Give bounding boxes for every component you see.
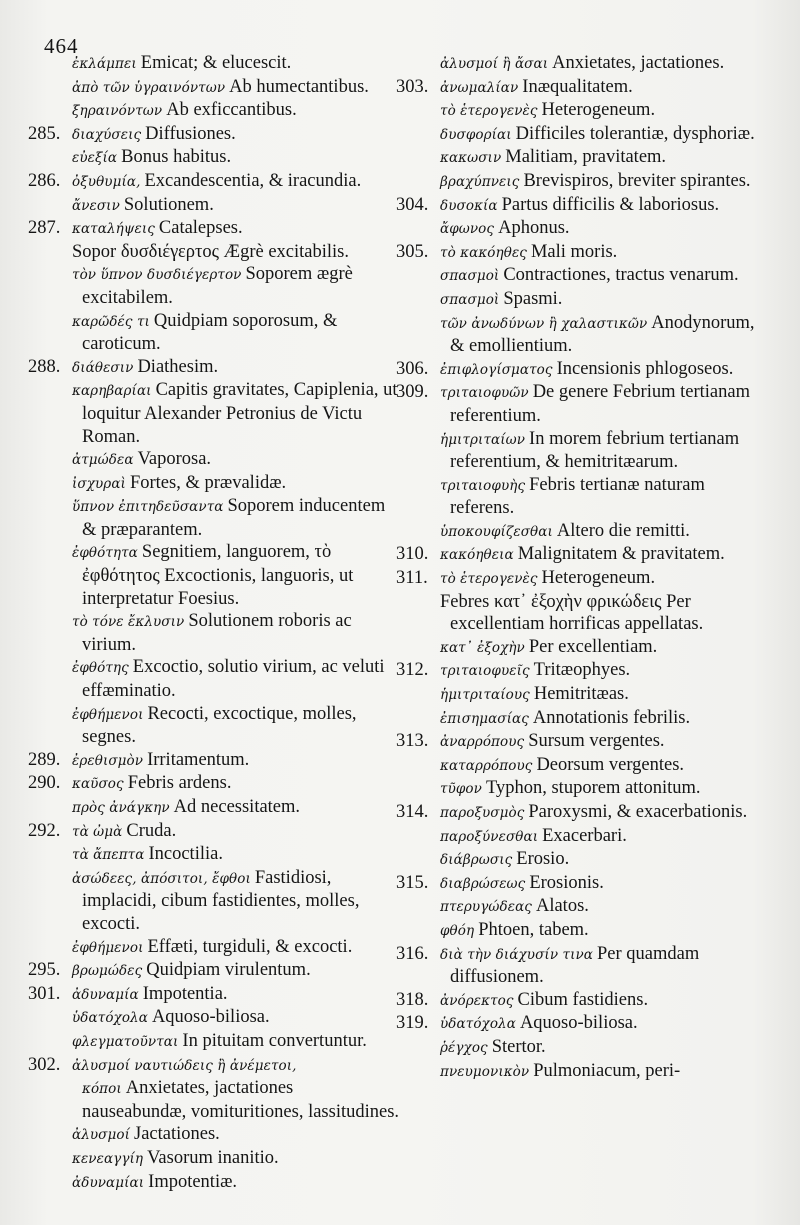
greek-term: παροξυσμὸς: [440, 805, 525, 821]
latin-translation: Febris ardens.: [127, 773, 232, 794]
glossary-entry: [396, 194, 772, 218]
glossary-entry: [396, 989, 772, 1013]
latin-translation: De genere Febrium tertianam referentium.: [450, 382, 750, 426]
latin-translation: Altero die remitti.: [556, 520, 690, 541]
entry-number: 304.: [396, 194, 429, 215]
entry-number: 309.: [396, 382, 429, 403]
latin-translation: Bonus habitus.: [121, 147, 232, 168]
latin-translation: Ab exficcantibus.: [166, 100, 297, 121]
glossary-entry: [396, 241, 772, 265]
greek-term: ἀλυσμοί ἢ ἄσαι: [440, 56, 549, 72]
greek-term: ὑποκουφίζεσθαι: [440, 523, 553, 540]
latin-translation: Anxietates, jactationes nauseabundæ, vomituritiones, lassitudines.: [82, 1078, 400, 1122]
latin-translation: Annotationis febrilis.: [532, 707, 691, 728]
glossary-entry: [48, 263, 400, 309]
entry-number: 286.: [28, 170, 61, 191]
entry-number: 301.: [28, 983, 61, 1004]
glossary-entry: [48, 1171, 400, 1195]
greek-term: εὐεξία: [72, 150, 118, 167]
latin-translation: Hemitritæas.: [533, 684, 629, 705]
greek-term: ἀτμώδεα: [72, 452, 134, 469]
greek-term: διάβρωσις: [440, 852, 513, 869]
greek-term: σπασμοὶ: [440, 268, 500, 285]
greek-term: ὀξυθυμία,: [72, 173, 141, 190]
greek-term: ὑδατόχολα: [440, 1016, 516, 1033]
greek-term: τὸν ὕπνον δυσδιέγερτον: [72, 267, 242, 284]
greek-term: ἐφθήμενοι: [72, 939, 144, 956]
glossary-entry: [416, 591, 772, 636]
latin-translation: Incensionis phlogoseos.: [556, 358, 734, 379]
glossary-entry: [48, 379, 400, 448]
latin-translation: Pulmoniacum, peri-: [533, 1060, 681, 1081]
latin-translation: Per quamdam diffusionem.: [450, 943, 700, 988]
greek-term: δυσοκία: [440, 197, 498, 214]
latin-translation: Sursum vergentes.: [528, 731, 665, 752]
greek-term: φλεγματοῦνται: [72, 1033, 179, 1050]
latin-translation: Quidpiam virulentum.: [146, 960, 311, 981]
greek-term: σπασμοὶ: [440, 291, 500, 308]
greek-term: ἀλυσμοί ναυτιώδεις ἢ ἀνέμετοι, κόποι: [72, 1057, 297, 1098]
greek-term: τριταιοφυεῖς: [440, 663, 530, 680]
greek-term: κενεαγγίη: [72, 1150, 144, 1167]
latin-translation: Fastidiosi, implacidi, cibum fastidientes, molles, excocti.: [82, 867, 360, 934]
glossary-entry: [28, 356, 400, 380]
glossary-entry: [48, 1147, 400, 1171]
glossary-entry: [416, 895, 772, 919]
greek-term: τὸ ἑτερογενὲς: [440, 103, 538, 120]
entry-number: 318.: [396, 989, 429, 1010]
glossary-entry: [48, 448, 400, 472]
glossary-entry: [48, 76, 400, 100]
latin-translation: Vasorum inanitio.: [147, 1147, 279, 1168]
glossary-entry: [48, 495, 400, 541]
greek-term: καῦσος: [72, 776, 124, 793]
glossary-entry: [396, 801, 772, 825]
glossary-entry: [48, 1123, 400, 1147]
greek-term: ἄνεσιν: [72, 197, 120, 214]
latin-translation: Fortes, & prævalidæ.: [129, 472, 287, 493]
greek-term: ἀναρρόπους: [440, 734, 525, 751]
glossary-entry: [48, 1006, 400, 1030]
glossary-entry: [28, 1054, 400, 1124]
greek-term: ἐφθήμενοι: [72, 706, 144, 723]
latin-translation: Ad necessitatem.: [173, 797, 301, 817]
greek-term: ἐπισημασίας: [440, 710, 529, 727]
latin-translation: Solutionem roboris ac virium.: [82, 611, 352, 655]
greek-term: ἐφθότητα: [72, 545, 138, 562]
latin-translation: Partus difficilis & laboriosus.: [501, 194, 720, 215]
latin-translation: Deorsum vergentes.: [536, 754, 685, 775]
latin-translation: Excoctio, solutio virium, ac veluti effæminatio.: [82, 657, 385, 702]
glossary-entry: [396, 659, 772, 683]
greek-term: ἐφθότης: [72, 660, 129, 677]
greek-term: τῦφον: [440, 781, 482, 798]
latin-translation: Jactationes.: [134, 1124, 220, 1145]
latin-translation: Malignitatem & pravitatem.: [517, 544, 725, 565]
glossary-entry: [416, 919, 772, 943]
greek-term: διάθεσιν: [72, 359, 134, 376]
latin-translation: Recocti, excoctique, molles, segnes.: [82, 703, 357, 748]
glossary-entry: [416, 264, 772, 288]
latin-translation: Irritamentum.: [147, 749, 250, 770]
page-number: 464: [44, 34, 79, 58]
glossary-entry: [48, 194, 400, 218]
latin-translation: Anxietates, jactationes.: [552, 53, 725, 73]
glossary-entry: [48, 703, 400, 749]
glossary-entry: [416, 707, 772, 731]
greek-term: ἀδυναμία: [72, 986, 139, 1003]
entry-number: 311.: [396, 568, 428, 589]
latin-translation: Typhon, stuporem attonitum.: [485, 778, 701, 799]
latin-translation: Mali moris.: [530, 241, 618, 262]
greek-term: τὸ τόνε ἔκλυσιν: [72, 614, 185, 631]
greek-term: ἀνωμαλίαν: [440, 79, 519, 96]
glossary-entry: [416, 312, 772, 358]
latin-translation: Cibum fastidiens.: [517, 989, 649, 1010]
glossary-entry: [416, 123, 772, 147]
greek-term: ἀνόρεκτος: [440, 992, 514, 1009]
latin-translation: Aphonus.: [498, 218, 570, 239]
entry-number: 303.: [396, 76, 429, 97]
entry-number: 288.: [28, 356, 61, 377]
latin-translation: Diffusiones.: [145, 123, 236, 144]
greek-term: κακόηθεια: [440, 547, 514, 564]
glossary-entry: [416, 825, 772, 849]
glossary-entry: [48, 310, 400, 356]
entry-number: 314.: [396, 802, 429, 822]
greek-term: δυσφορίαι: [440, 126, 512, 143]
glossary-entry: [416, 1060, 772, 1084]
greek-term: ἐρεθισμὸν: [72, 752, 144, 769]
greek-term: ἐπιφλογίσματος: [440, 361, 553, 378]
latin-translation: Exacerbari.: [542, 825, 627, 846]
latin-translation: Spasmi.: [503, 288, 563, 309]
glossary-entry: [396, 358, 772, 382]
greek-term: τῶν ἀνωδύνων ἢ χαλαστικῶν: [440, 315, 648, 332]
glossary-entry: [48, 936, 400, 960]
latin-translation: Sopor δυσδιέγερτος Ægrè excitabilis.: [72, 241, 349, 262]
latin-translation: Effæti, turgiduli, & excocti.: [147, 936, 353, 957]
glossary-entry: [416, 146, 772, 170]
entry-number: 289.: [28, 749, 61, 770]
latin-translation: Brevispiros, breviter spirantes.: [523, 170, 751, 191]
glossary-entry: [28, 820, 400, 844]
latin-translation: Erosionis.: [529, 872, 604, 893]
latin-translation: Erosio.: [516, 849, 570, 870]
greek-term: φθόη: [440, 922, 475, 939]
latin-translation: Quidpiam soporosum, & caroticum.: [82, 310, 338, 355]
entry-number: 295.: [28, 960, 61, 981]
latin-translation: In pituitam convertuntur.: [182, 1030, 367, 1051]
latin-translation: Aquoso-biliosa.: [151, 1007, 270, 1028]
glossary-entry: [28, 170, 400, 194]
glossary-entry: [28, 123, 400, 147]
greek-term: τὰ ἄπεπτα: [72, 847, 145, 864]
entry-number: 315.: [396, 872, 429, 893]
glossary-entry: [416, 683, 772, 707]
latin-translation: Difficiles tolerantiæ, dysphoriæ.: [515, 123, 755, 144]
glossary-entry: [48, 472, 400, 496]
glossary-entry: [28, 959, 400, 983]
glossary-entry: [48, 610, 400, 656]
latin-translation: Aquoso-biliosa.: [519, 1013, 638, 1034]
latin-translation: Heterogeneum.: [541, 100, 656, 121]
glossary-entry: [416, 848, 772, 872]
entry-number: 290.: [28, 773, 61, 794]
latin-translation: Febres κατ᾽ ἐξοχὴν φρικώδεις Per excellentiam horrificas appellatas.: [440, 591, 704, 635]
greek-term: ἡμιτριταίων: [440, 431, 526, 448]
entry-number: 312.: [396, 660, 429, 681]
latin-translation: Capitis gravitates, Capiplenia, ut loquitur Alexander Petronius de Victu Roman.: [82, 380, 398, 447]
greek-term: παροξύνεσθαι: [440, 828, 539, 845]
greek-term: καταρρόπους: [440, 757, 533, 774]
glossary-entry: [396, 543, 772, 567]
glossary-entry: [396, 872, 772, 896]
latin-translation: Stertor.: [491, 1036, 546, 1057]
greek-term: καρηβαρίαι: [72, 383, 152, 400]
latin-translation: Impotentiæ.: [148, 1171, 238, 1192]
entry-number: 306.: [396, 358, 429, 379]
greek-term: ξηραινόντων: [72, 103, 163, 120]
latin-translation: Incoctilia.: [148, 844, 223, 865]
latin-translation: Soporem inducentem & præparantem.: [82, 496, 386, 540]
greek-term: ὑδατόχολα: [72, 1010, 148, 1027]
glossary-entry: [396, 381, 772, 427]
glossary-entry: [416, 520, 772, 544]
latin-translation: Per excellentiam.: [528, 636, 658, 657]
greek-term: κακωσιν: [440, 150, 502, 167]
greek-term: ἰσχυραὶ: [72, 475, 126, 492]
glossary-entry: [28, 217, 400, 241]
greek-term: ὕπνον ἐπιτηδεῦσαντα: [72, 499, 224, 516]
latin-translation: Diathesim.: [137, 356, 219, 377]
greek-term: ἀπὸ τῶν ὑγραινόντων: [72, 79, 226, 96]
latin-translation: Heterogeneum.: [541, 568, 656, 589]
greek-term: διαβρώσεως: [440, 875, 526, 892]
greek-term: ἀδυναμίαι: [72, 1174, 145, 1191]
glossary-entry: [48, 99, 400, 123]
greek-term: διαχύσεις: [72, 126, 142, 143]
glossary-entry: [396, 1012, 772, 1036]
greek-term: πνευμονικὸν: [440, 1063, 530, 1080]
greek-term: τὸ κακόηθες: [440, 244, 527, 261]
latin-translation: Contractiones, tractus venarum.: [503, 265, 739, 286]
latin-translation: In morem febrium tertianam referentium, & hemitritæarum.: [450, 428, 740, 473]
greek-term: κατ᾽ ἐξοχὴν: [440, 639, 525, 656]
latin-translation: Phtoen, tabem.: [478, 919, 589, 940]
glossary-entry: [416, 428, 772, 474]
greek-term: καρῶδές τι: [72, 313, 150, 330]
greek-term: καταλήψεις: [72, 221, 155, 238]
greek-term: ἀλυσμοί: [72, 1127, 130, 1144]
entry-number: 285.: [28, 123, 61, 144]
latin-translation: Cruda.: [126, 820, 177, 841]
greek-term: βραχύπνεις: [440, 173, 520, 190]
glossary-entry: [48, 843, 400, 867]
right-column: [396, 52, 772, 1083]
greek-term: πρὸς ἀνάγκην: [72, 800, 170, 816]
glossary-entry: [48, 52, 400, 76]
left-column: [28, 52, 400, 1194]
greek-term: ἡμιτριταίους: [440, 687, 530, 704]
latin-translation: Anodynorum, & emollientium.: [450, 312, 755, 357]
glossary-entry: [396, 76, 772, 100]
glossary-entry: [416, 636, 772, 660]
glossary-entry: [48, 146, 400, 170]
latin-translation: Ab humectantibus.: [229, 76, 369, 97]
glossary-entry: [416, 99, 772, 123]
latin-translation: Solutionem.: [123, 194, 214, 215]
latin-translation: Emicat; & elucescit.: [140, 53, 292, 73]
glossary-entry: [416, 777, 772, 801]
greek-term: τὰ ὠμὰ: [72, 823, 123, 840]
greek-term: τριταιοφυῶν: [440, 385, 529, 402]
glossary-entry: [416, 52, 772, 76]
glossary-entry: [416, 1036, 772, 1060]
glossary-entry: [48, 241, 400, 264]
latin-translation: Segnitiem, languorem, τὸ ἐφθότητος Excoctionis, languoris, ut interpretatur Foesius.: [82, 542, 354, 609]
glossary-entry: [48, 1030, 400, 1054]
glossary-entry: [416, 474, 772, 520]
entry-number: 287.: [28, 218, 61, 239]
greek-term: βρωμώδες: [72, 963, 143, 980]
entry-number: 316.: [396, 943, 429, 964]
glossary-entry: [28, 772, 400, 796]
greek-term: ῥέγχος: [440, 1039, 488, 1056]
greek-term: ἄφωνος: [440, 221, 495, 238]
glossary-entry: [396, 730, 772, 754]
entry-number: 310.: [396, 544, 429, 565]
latin-translation: Tritæophyes.: [533, 660, 631, 681]
latin-translation: Vaporosa.: [137, 449, 212, 470]
glossary-entry: [416, 288, 772, 312]
entry-number: 292.: [28, 820, 61, 841]
glossary-entry: [28, 749, 400, 773]
greek-term: ἐκλάμπει: [72, 56, 137, 72]
glossary-entry: [48, 541, 400, 610]
entry-number: 305.: [396, 241, 429, 262]
greek-term: πτερυγώδεας: [440, 899, 532, 916]
glossary-entry: [48, 796, 400, 820]
greek-term: τὸ ἑτερογενὲς: [440, 571, 538, 588]
glossary-entry: [396, 567, 772, 591]
greek-term: τριταιοφυὴς: [440, 477, 526, 494]
entry-number: 319.: [396, 1013, 429, 1034]
latin-translation: Soporem ægrè excitabilem.: [82, 264, 353, 308]
glossary-entry: [416, 170, 772, 194]
glossary-entry: [48, 867, 400, 936]
latin-translation: Alatos.: [535, 896, 589, 917]
entry-number: 302.: [28, 1054, 61, 1075]
entry-number: 313.: [396, 731, 429, 752]
latin-translation: Paroxysmi, & exacerbationis.: [528, 802, 748, 822]
latin-translation: Malitiam, pravitatem.: [505, 147, 667, 168]
glossary-entry: [28, 983, 400, 1007]
glossary-entry: [416, 217, 772, 241]
greek-term: ἀσώδεες, ἀπόσιτοι, ἔφθοι: [72, 870, 251, 887]
latin-translation: Inæqualitatem.: [522, 76, 633, 97]
glossary-entry: [416, 754, 772, 778]
greek-term: διὰ τὴν διάχυσίν τινα: [440, 946, 593, 963]
glossary-entry: [48, 656, 400, 702]
latin-translation: Impotentia.: [142, 983, 228, 1004]
latin-translation: Febris tertianæ naturam referens.: [450, 474, 705, 519]
glossary-entry: [396, 943, 772, 989]
latin-translation: Catalepses.: [158, 218, 243, 239]
latin-translation: Excandescentia, & iracundia.: [144, 170, 362, 191]
